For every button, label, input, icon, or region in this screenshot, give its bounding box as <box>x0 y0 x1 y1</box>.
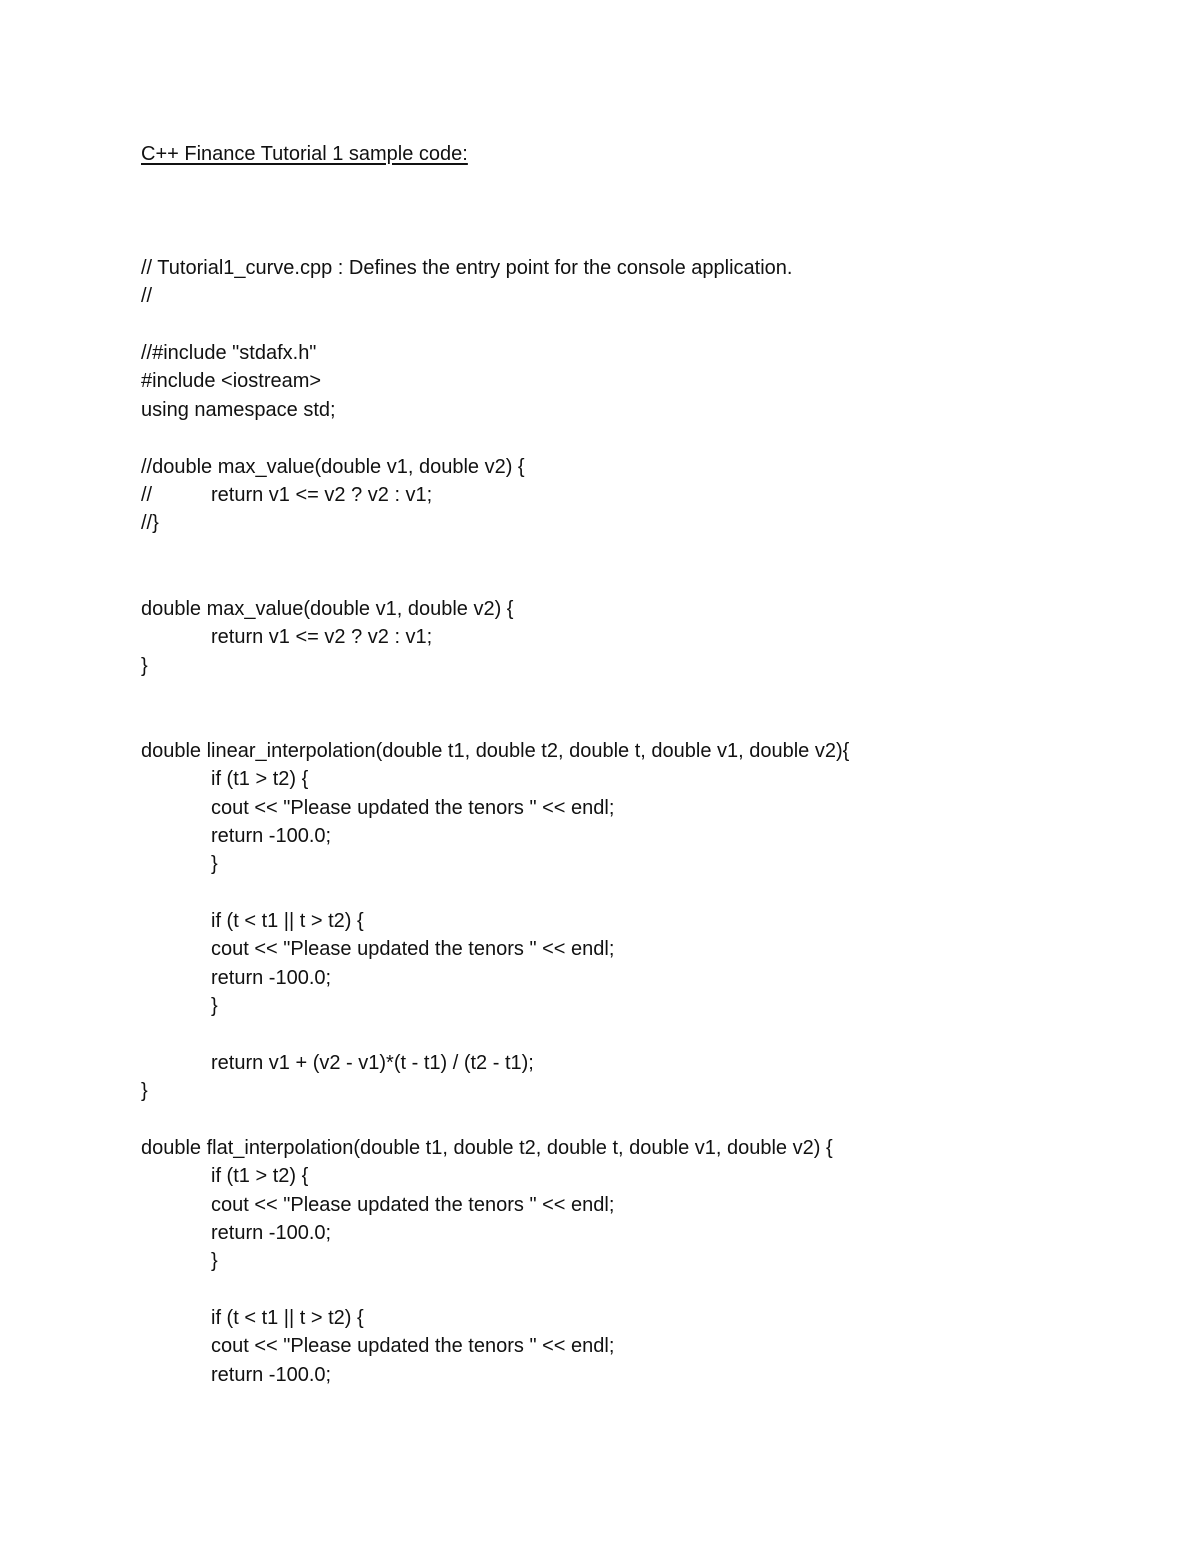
code-line: //} <box>141 512 159 534</box>
code-line: cout << "Please updated the tenors " << endl; <box>211 938 615 960</box>
code-line: double flat_interpolation(double t1, double t2, double t, double v1, double v2) { <box>141 1137 833 1159</box>
code-line: return v1 <= v2 ? v2 : v1; <box>211 484 433 506</box>
code-line: using namespace std; <box>141 399 336 421</box>
code-line: } <box>211 1250 218 1272</box>
code-line: // <box>141 285 153 307</box>
code-line: } <box>211 853 218 875</box>
code-line: return v1 + (v2 - v1)*(t - t1) / (t2 - t1); <box>211 1052 534 1074</box>
code-line: return -100.0; <box>211 1364 332 1386</box>
code-line: //#include "stdafx.h" <box>141 342 317 364</box>
code-line: } <box>141 655 148 677</box>
code-line: return -100.0; <box>211 967 332 989</box>
code-line: } <box>211 995 218 1017</box>
code-line: return v1 <= v2 ? v2 : v1; <box>211 626 433 648</box>
document-title: C++ Finance Tutorial 1 sample code: <box>141 143 468 165</box>
code-line: if (t < t1 || t > t2) { <box>211 1307 364 1329</box>
code-line: cout << "Please updated the tenors " << endl; <box>211 1194 615 1216</box>
code-line: cout << "Please updated the tenors " << endl; <box>211 797 615 819</box>
code-line: //double max_value(double v1, double v2) { <box>141 456 525 478</box>
code-line: cout << "Please updated the tenors " << endl; <box>211 1335 615 1357</box>
code-line: // Tutorial1_curve.cpp : Defines the entry point for the console application. <box>141 257 793 279</box>
code-line: // <box>141 484 153 506</box>
code-line: double linear_interpolation(double t1, double t2, double t, double v1, double v2){ <box>141 740 850 762</box>
code-line: } <box>141 1080 148 1102</box>
code-line: if (t < t1 || t > t2) { <box>211 910 364 932</box>
code-line: double max_value(double v1, double v2) { <box>141 598 514 620</box>
code-line: return -100.0; <box>211 1222 332 1244</box>
code-line: #include <iostream> <box>141 370 322 392</box>
code-line: if (t1 > t2) { <box>211 768 309 790</box>
code-line: return -100.0; <box>211 825 332 847</box>
code-line: if (t1 > t2) { <box>211 1165 309 1187</box>
